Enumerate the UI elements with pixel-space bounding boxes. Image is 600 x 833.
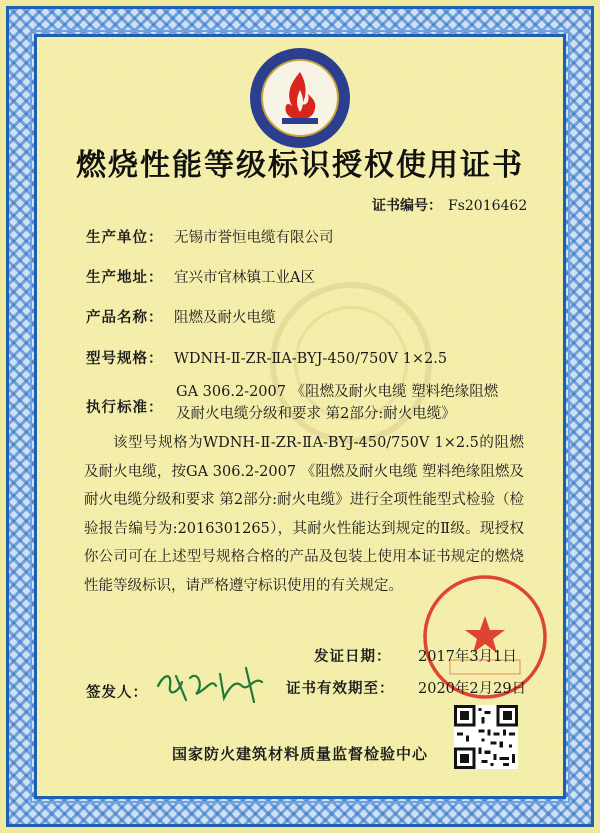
producer-row (86, 226, 334, 247)
model-label: 型号规格： (86, 350, 164, 367)
certificate-title: 燃烧性能等级标识授权使用证书 (76, 148, 524, 183)
center-logo-icon (246, 44, 354, 152)
product-row (86, 306, 276, 327)
product-label: 产品名称： (86, 309, 164, 326)
issuer-name: 国家防火建筑材料质量监督检验中心 (171, 745, 428, 763)
product-value: 阻燃及耐火电缆 (174, 310, 276, 326)
authorization-paragraph: 该型号规格为WDNH-Ⅱ-ZR-ⅡA-BYJ-450/750V 1×2.5的阻燃及耐火电缆，按GA 306.2-2007 《阻燃及耐火电缆 塑料绝缘阻燃及耐火电缆分级和要求 第2部分:耐火电缆》进行全项性能型式检验（检验报告编号为:2016301265），其耐火性能达到规定的Ⅱ级。现授权你公司可在上述型号规格合格的产品及包装上使用本证书规定的燃烧性能等级标识，请严格遵守标识使用的有关规定。 (84, 435, 524, 594)
address-label: 生产地址： (86, 269, 164, 286)
standard-label: 执行标准： (86, 399, 164, 416)
address-row (86, 266, 315, 287)
model-value: WDNH-Ⅱ-ZR-ⅡA-BYJ-450/750V 1×2.5 (174, 351, 448, 367)
valid-until-value: 2020年2月29日 (418, 681, 527, 697)
signer-label: 签发人： (86, 684, 148, 701)
model-row (86, 347, 447, 368)
certificate-number (372, 195, 527, 215)
producer-value: 无锡市誉恒电缆有限公司 (174, 230, 334, 246)
certificate-number-value: Fs2016462 (448, 198, 528, 214)
signature-icon (150, 656, 280, 708)
certificate-number-label: 证书编号： (372, 198, 442, 214)
producer-label: 生产单位： (86, 229, 164, 246)
valid-until-label: 证书有效期至： (286, 680, 395, 697)
standard-value: GA 306.2-2007 《阻燃及耐火电缆 塑料绝缘阻燃及耐火电缆分级和要求 第2部分:耐火电缆》 (176, 384, 499, 422)
address-value: 宜兴市官林镇工业A区 (174, 270, 315, 286)
issue-date-label: 发证日期： (314, 648, 392, 665)
issue-date-value: 2017年3月1日 (418, 649, 517, 665)
